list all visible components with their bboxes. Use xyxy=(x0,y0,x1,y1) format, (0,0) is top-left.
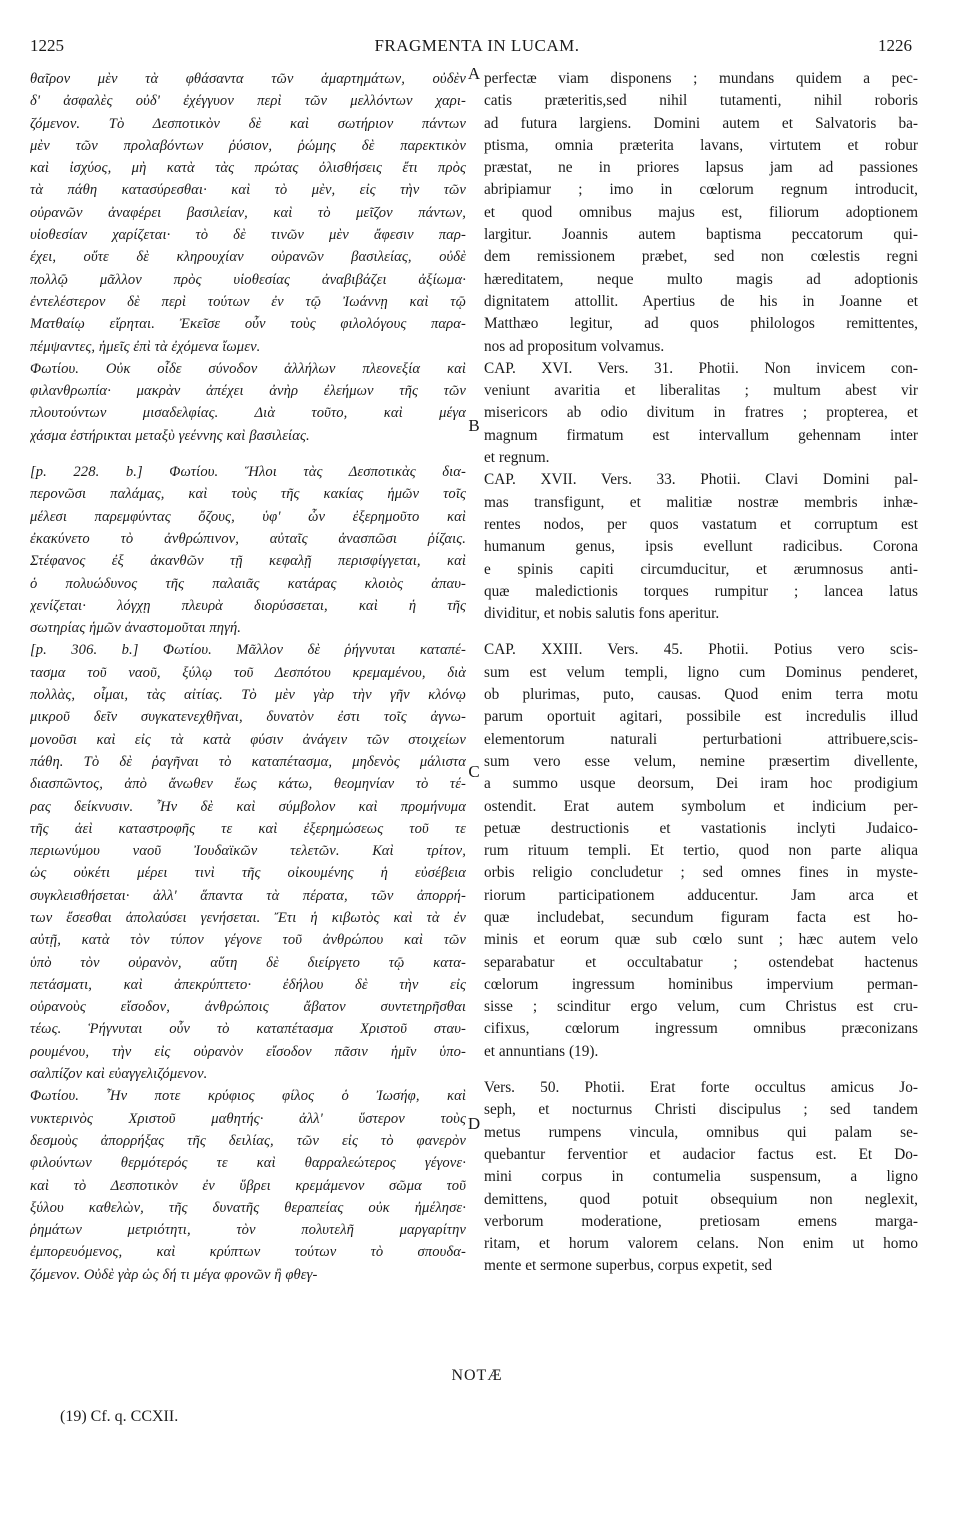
text-line: sisse ; scinditur ergo velum, cum Christus est cru- xyxy=(484,998,918,1016)
text-line: rentes nodos, per quos vastatum et corruptum est xyxy=(484,515,918,533)
text-line: καὶ τὸ Δεσποτικὸν ἐν ὕβρει κρεμάμενον σῶμα τοῦ xyxy=(30,1177,466,1194)
text-line: [p. 228. b.] Φωτίου. Ἥλοι τὰς Δεσποτικὰς δια- xyxy=(30,464,466,481)
text-line: misericors ab odio divitum in fratres ; propterea, et xyxy=(484,404,918,422)
text-line: ὡς οὐκέτι μέρει τινὶ τῆς οἰκουμένης ἡ εὐσέβεια xyxy=(30,865,466,882)
text-line: dem remissionem præbet, sed non cœlestis regni xyxy=(484,248,918,266)
text-line: metus rumpens vincula, omnibus qui palam se- xyxy=(484,1123,918,1141)
text-line: cifixus, cœlorum ingressum omnibus præconizans xyxy=(484,1020,918,1038)
text-line: πετάσματι, καὶ ἀπεκρύπτετο· ἐδήλου δὲ τὴν εἰς xyxy=(30,976,466,993)
text-line: δεσμοὺς ἀπορρήξας τῆς δειλίας, τῶν εἰς τὸ φανερὸν xyxy=(30,1132,466,1149)
latin-column xyxy=(484,68,918,1343)
text-line: sum vero esse velum, nemine præsertim divellente, xyxy=(484,752,918,770)
text-line: φιλούντων θερμότερός τε καὶ θαρραλεώτερος γέγονε· xyxy=(30,1155,466,1172)
text-line: περονῶσι παλάμας, καὶ τοὺς τῆς κακίας ἡμῶν τοῖς xyxy=(30,486,466,503)
text-line: [p. 306. b.] Φωτίου. Μᾶλλον δὲ ῥήγνυται καταπέ- xyxy=(30,642,466,659)
paragraph xyxy=(484,1077,918,1278)
text-line: τὰ πάθη κατασύρεσθαι· καὶ τὸ μὲν, εἰς τὴν τῶν xyxy=(30,182,466,199)
text-line: σωτηρίας ἡμῶν ἀναστομοῦται πηγή. xyxy=(30,620,242,637)
text-line: elementorum naturali perturbationi attribuere,scis- xyxy=(484,730,918,748)
paragraph-gap xyxy=(484,625,918,639)
notes-heading: NOTÆ xyxy=(451,1367,503,1384)
text-line: quæ includebat, secundum figuram facta est ho- xyxy=(484,908,918,926)
text-line: ἐκακύνετο τὸ ἀνθρώπινον, αὐταῖς ἀνασπῶσι ῥίζαις. xyxy=(30,530,466,547)
text-line: mente et sermone superbus, corpus expetit, sed xyxy=(484,1257,773,1275)
text-line: ὑπὸ τὸν οὐρανὸν, αὕτη δὲ διείργετο τῷ κατα- xyxy=(30,954,466,971)
text-line: orbis religio concludetur ; sed omnes fines in myste- xyxy=(484,864,918,882)
margin-mark-c: C xyxy=(468,762,480,781)
paragraph xyxy=(484,639,918,1063)
text-line: minis et eorum quæ sub cœlo sunt ; hæc autem velo xyxy=(484,931,918,949)
text-line: rum rituum templi. Et tertio, quod non parte aliqua xyxy=(484,842,918,860)
text-line: σαλπίζον καὶ εὐαγγελιζόμενον. xyxy=(30,1066,208,1083)
text-line: Στέφανος ἐξ ἀκανθῶν τῇ κεφαλῇ περισφίγγεται, καὶ xyxy=(30,553,466,570)
paragraph xyxy=(484,469,918,625)
text-line: πάθη. Τὸ δὲ ῥαγῆναι τὸ καταπέτασμα, μηδενὸς μάλιστα xyxy=(30,753,466,770)
text-line: πολλὰς, οἶμαι, τὰς αἰτίας. Τὸ μὲν γὰρ τὴν γῆν κλόνῳ xyxy=(30,687,466,704)
text-line: Vers. 50. Photii. Erat forte occultus amicus Jo- xyxy=(484,1079,918,1097)
margin-mark-d: D xyxy=(467,1114,481,1133)
page-number-left: 1225 xyxy=(30,36,64,55)
greek-column xyxy=(30,68,466,1343)
text-line: quæ maledictionis torques rumpitur ; lancea latus xyxy=(484,582,918,600)
text-line: catis præteritis,sed nihil tutamenti, nihil roboris xyxy=(484,92,918,110)
page-number-right: 1226 xyxy=(878,36,912,55)
text-line: διασπῶντος, ἀπὸ ἄνωθεν ἕως κάτω, θεομηνίαν τὸ τέ- xyxy=(30,776,466,793)
text-line: magnum firmatum est intervallum gehennam inter xyxy=(484,426,918,444)
text-line: e spinis capiti circumducitur, et ærumnosus anti- xyxy=(484,560,918,578)
text-line: των ἔσεσθαι ἀπολαύσει γενήσεται. Ἔτι ἡ κιβωτὸς καὶ τὰ ἐν xyxy=(30,909,466,926)
text-line: ξύλου καθελὼν, τῆς δυνατῆς θεραπείας οὐκ ἠμέλησε· xyxy=(30,1199,466,1216)
paragraph xyxy=(484,358,918,469)
text-line: Matthæo legitur, ad quos philologos remittentes, xyxy=(484,315,918,333)
text-line: οὐρανῶν ἀναφέρει βασιλείαν, καὶ τὸ μεῖζον πάντων, xyxy=(30,204,466,221)
paragraph xyxy=(484,68,918,358)
text-line: et quod omnibus majus est, filiorum adoptionem xyxy=(484,203,918,221)
text-line: πλουτούντων μισαδελφίας. Διὰ τοῦτο, καὶ μέγα xyxy=(30,405,466,422)
text-line: dividitur, et nobis salutis fons aperitur. xyxy=(484,605,720,623)
text-line: Φωτίου. Ἦν ποτε κρύφιος φίλος ὁ Ἰωσήφ, καὶ xyxy=(30,1088,466,1105)
margin-mark-a: A xyxy=(467,64,481,83)
text-line: ζόμενον. Τὸ Δεσποτικὸν δὲ καὶ σωτήριον πάντων xyxy=(30,115,466,132)
text-line: ritam, et horum valorem celans. Non enim ut homo xyxy=(484,1235,918,1253)
paragraph-gap xyxy=(484,1063,918,1077)
text-line: ῥημάτων μετριότητι, τὸν πολυτελῆ μαργαρίτην xyxy=(30,1222,466,1239)
paragraph xyxy=(30,1085,466,1286)
text-line: ὁ πολυώδυνος τῆς παλαιᾶς κατάρας κλοιὸς ἀπαυ- xyxy=(30,575,466,592)
text-line: verborum moderatione, pretiosam emens marga- xyxy=(484,1212,918,1230)
paragraph xyxy=(30,461,466,639)
text-line: et regnum. xyxy=(484,449,550,467)
text-line: υἱοθεσίαν χαρίζεται· τὸ δὲ τινῶν μὲν ἄφεσιν παρ- xyxy=(30,227,466,244)
text-line: ob plurimas, puto, causas. Quod enim terra motu xyxy=(484,686,918,704)
text-line: δ' ἀσφαλὲς οὐδ' ἐχέγγυον περὶ τῶν μελλόντων χαρι- xyxy=(30,93,466,110)
text-line: περιωνύμου ναοῦ Ἰουδαϊκῶν τελετῶν. Καὶ τρίτον, xyxy=(30,843,466,860)
text-line: quebantur ferventior et audacior factus est. Et Do- xyxy=(484,1145,918,1163)
text-line: præstat, ne in priores lapsus jam ad passiones xyxy=(484,159,918,177)
text-line: μονοῦσι καὶ εἰς τὰ κατὰ φύσιν ἀνάγειν τῶν στοιχείων xyxy=(30,731,466,748)
text-line: seph, et nocturnus Christi discipulus ; sed tandem xyxy=(484,1101,918,1119)
text-line: a summo usque deorsum, Dei iram hoc prodigium xyxy=(484,775,918,793)
text-line: nos ad propositum volvamus. xyxy=(484,337,665,355)
text-line: χενίζεται· λόγχῃ πλευρὰ διορύσσεται, καὶ ἡ τῆς xyxy=(30,597,466,614)
text-line: πέμψαντες, ἡμεῖς ἐπὶ τὰ ἐχόμενα ἴωμεν. xyxy=(30,338,261,355)
text-line: τῆς ἀεὶ καταστροφῆς τε καὶ ἐξερημώσεως τοῦ τε xyxy=(30,820,466,837)
margin-letters xyxy=(462,0,486,1540)
text-line: τασμα τοῦ ναοῦ, ξύλῳ τοῦ Δεσπότου κρεμαμένου, διὰ xyxy=(30,664,466,681)
text-line: ptisma, omnia præterita lavans, virtutem et robur xyxy=(484,136,918,154)
text-line: humanum genus, ipsis evellunt radicibus. Corona xyxy=(484,538,918,556)
text-line: et annuntians (19). xyxy=(484,1042,599,1060)
text-line: Ματθαίῳ εἴρηται. Ἐκεῖσε οὖν τοὺς φιλολόγους παρα- xyxy=(30,316,466,333)
text-line: έχει, οὔτε δὲ κληρουχίαν οὐρανῶν βασιλείας, οὐδὲ xyxy=(30,249,466,266)
text-line: veniunt avaritia et liberalitas ; multum abest vir xyxy=(484,382,918,400)
text-line: οὐρανοὺς εἴσοδον, ἀνθρώποις ἄβατον συντετηρῆσθαι xyxy=(30,999,466,1016)
text-line: χάσμα ἐστήρικται μεταξὺ γεέννης καὶ βασιλείας. xyxy=(30,427,310,444)
text-line: mini corpus in contumelia suspensum, a ligno xyxy=(484,1168,918,1186)
text-line: parum oportuit agitari, possibile est incredulis illud xyxy=(484,708,918,726)
text-line: hæreditatem, neque multo magis ad adoptionis xyxy=(484,270,918,288)
text-line: largitur. Joannis autem baptisma peccatorum qui- xyxy=(484,226,918,244)
text-line: abripiamur ; imo in cœlorum regnum introducit, xyxy=(484,181,918,199)
text-line: νυκτερινὸς Χριστοῦ μαθητής· ἀλλ' ὕστερον τοὺς xyxy=(30,1110,466,1127)
text-line: τέως. Ῥήγνυται οὖν τὸ καταπέτασμα Χριστοῦ σταυ- xyxy=(30,1021,466,1038)
text-line: cœlorum ingressum hominibus impervium perman- xyxy=(484,975,918,993)
margin-mark-b: B xyxy=(468,416,480,435)
footnote-19: (19) Cf. q. CCXII. xyxy=(60,1408,179,1425)
paragraph-gap xyxy=(30,447,466,461)
text-line: perfectæ viam disponens ; mundans quidem a pec- xyxy=(484,70,918,87)
text-line: riorum participationem adducentur. Jam arca et xyxy=(484,886,918,904)
text-line: ζόμενον. Οὐδὲ γὰρ ὡς δή τι μέγα φρονῶν ἢ φθεγ- xyxy=(30,1266,318,1283)
text-line: CAP. XXIII. Vers. 45. Photii. Potius vero scis- xyxy=(484,641,918,659)
text-line: Φωτίου. Οὐκ οἶδε σύνοδον ἀλλήλων πλεονεξία καὶ xyxy=(30,360,466,377)
text-line: dignitatem attollit. Apertius de his in Joanne et xyxy=(484,292,918,310)
text-line: ἐμπορευόμενος, καὶ κρύπτων τούτων τὸ σπουδα- xyxy=(30,1244,466,1261)
text-line: μὲν τῶν προλαβόντων ῥύσιον, ῥώμης δὲ παρεκτικὸν xyxy=(30,137,466,154)
text-line: αὐτῇ, κατὰ τὸν τύπον γέγονε τοῦ ἀνθρώπου καὶ τῶν xyxy=(30,932,466,949)
text-line: mas transfigunt, et malitiæ nostræ membris inhæ- xyxy=(484,493,918,511)
text-line: μέλεσι παρεμφύντας ὄζους, ὑφ' ὧν ἐξερημοῦτο καὶ xyxy=(30,508,466,525)
text-line: καὶ ἰσχύος, μὴ κατὰ τὰς πρώτας ὀλισθήσεις ἔτι πρὸς xyxy=(30,160,466,177)
text-line: separabatur et occultabatur ; ostendebat hactenus xyxy=(484,953,918,971)
text-line: ostendit. Erat autem symbolum et indicium per- xyxy=(484,797,918,815)
text-line: CAP. XVI. Vers. 31. Photii. Non invicem con- xyxy=(484,359,918,377)
text-line: φιλανθρωπία· μακρὰν ἀπέχει ἀνὴρ ἐλεήμων τῆς τῶν xyxy=(30,383,466,400)
text-line: demittens, quod potuit obsequium non neglexit, xyxy=(484,1190,918,1208)
text-line: ρας δείκνυσιν. Ἦν δὲ καὶ σύμβολον καὶ προμήνυμα xyxy=(30,798,466,815)
text-line: ἐντελέστερον δὲ περὶ τούτων ἐν τῷ Ἰωάννῃ καὶ τῷ xyxy=(30,293,466,310)
text-line: sum est velum templi, ligno cum Dominus penderet, xyxy=(484,663,918,681)
text-line: συγκλεισθήσεται· ἀλλ' ἅπαντα τὰ πέρατα, τῶν ἀπορρή- xyxy=(30,887,466,904)
text-line: πολλῷ μᾶλλον πρὸς υἱοθεσίας ἀναβιβάζει ἀξίωμα· xyxy=(30,271,466,288)
paragraph xyxy=(30,358,466,447)
running-title: FRAGMENTA IN LUCAM. xyxy=(374,36,580,55)
text-line: petuæ destructionis et vastationis inclyti Judaico- xyxy=(484,819,918,837)
text-line: μικροῦ δεῖν συγκατενεχθῆναι, δυνατὸν ἐστι τοῖς ἀγνω- xyxy=(30,709,466,726)
paragraph xyxy=(30,639,466,1085)
text-line: ρουμένου, τὴν εἰς οὐρανὸν εἴσοδον πᾶσιν ἡμῖν ὑπο- xyxy=(30,1043,466,1060)
text-line: θαῖρον μὲν τὰ φθάσαντα τῶν ἁμαρτημάτων, οὐδὲν xyxy=(30,71,466,87)
text-line: CAP. XVII. Vers. 33. Photii. Clavi Domini pal- xyxy=(484,471,918,489)
text-line: ad futura largiens. Domini autem et Salvatoris ba- xyxy=(484,114,918,132)
paragraph xyxy=(30,68,466,358)
